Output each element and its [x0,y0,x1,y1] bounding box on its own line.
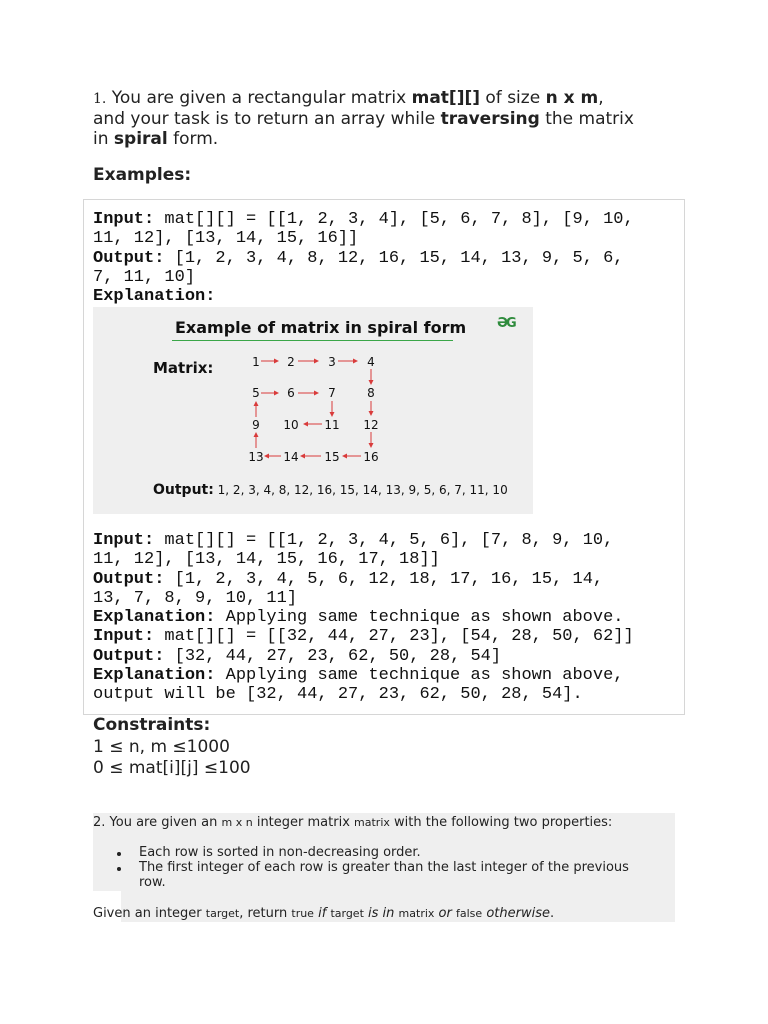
matrix-cell: 6 [287,386,295,400]
matrix-cell: 12 [363,418,379,432]
matrix-cell: 1 [252,355,260,369]
matrix-cell: 7 [328,386,336,400]
matrix-cell: 10 [283,418,299,432]
matrix-cell: 2 [287,355,295,369]
matrix-cell: 16 [363,450,379,464]
question-2-task: Given an integer target, return true if target is in matrix or false otherwise. [93,906,555,921]
matrix-cell: 11 [324,418,340,432]
matrix-cell: 13 [248,450,264,464]
matrix-cell: 9 [252,418,260,432]
constraint-line: 1 ≤ n, m ≤1000 [93,737,230,757]
matrix-cell: 14 [283,450,299,464]
matrix-cell: 8 [367,386,375,400]
matrix-cell: 4 [367,355,375,369]
example-2-3-block: Input: mat[][] = [[1, 2, 3, 4, 5, 6], [7, 8, 9, 10, 11, 12], [13, 14, 15, 16, 17, 18]] Output: [1, 2, 3, 4, 5, 6, 12, 18, 17, 16, 15, 14, 13, 7, 8, 9, 10, 11] Explanation: Applying same technique as shown above. Input: mat[][] = [[32, 44, 27, 23], [54, 28, 50, 62]] Output: [32, 44, 27, 23, 62, 50, 28, 54] Explanation: Applying same technique as shown above, output will be [32, 44, 27, 23, 62, 50, 28, 54]. [93,531,634,705]
question-number: 1. [93,91,107,107]
question-1-text: 1. You are given a rectangular matrix mat[][] of size n x m, and your task is to return an array while traversing the matrix in spiral form. [93,88,634,149]
matrix-cell: 3 [328,355,336,369]
constraints-heading: Constraints: [93,715,211,735]
list-item-continued: row. [139,875,166,890]
examples-heading: Examples: [93,165,192,185]
matrix-cell: 5 [252,386,260,400]
gfg-logo-icon: ƏG [497,316,515,331]
bullet-icon [117,852,121,856]
figure-output: Output: 1, 2, 3, 4, 8, 12, 16, 15, 14, 13, 9, 5, 6, 7, 11, 10 [153,482,508,498]
constraint-line: 0 ≤ mat[i][j] ≤100 [93,758,251,778]
figure-title: Example of matrix in spiral form [175,318,467,337]
list-item: Each row is sorted in non-decreasing order. [139,845,421,860]
question-2-text: 2. You are given an m x n integer matrix matrix with the following two properties: [93,815,613,830]
bullet-icon [117,867,121,871]
matrix-cell: 15 [324,450,340,464]
list-item: The first integer of each row is greater than the last integer of the previous [139,860,629,875]
example-1-block: Input: mat[][] = [[1, 2, 3, 4], [5, 6, 7, 8], [9, 10, 11, 12], [13, 14, 15, 16]] Output: [1, 2, 3, 4, 8, 12, 16, 15, 14, 13, 9, 5, 6, 7, 11, 10] Explanation: [93,210,634,307]
figure-matrix-label: Matrix: [153,359,214,377]
